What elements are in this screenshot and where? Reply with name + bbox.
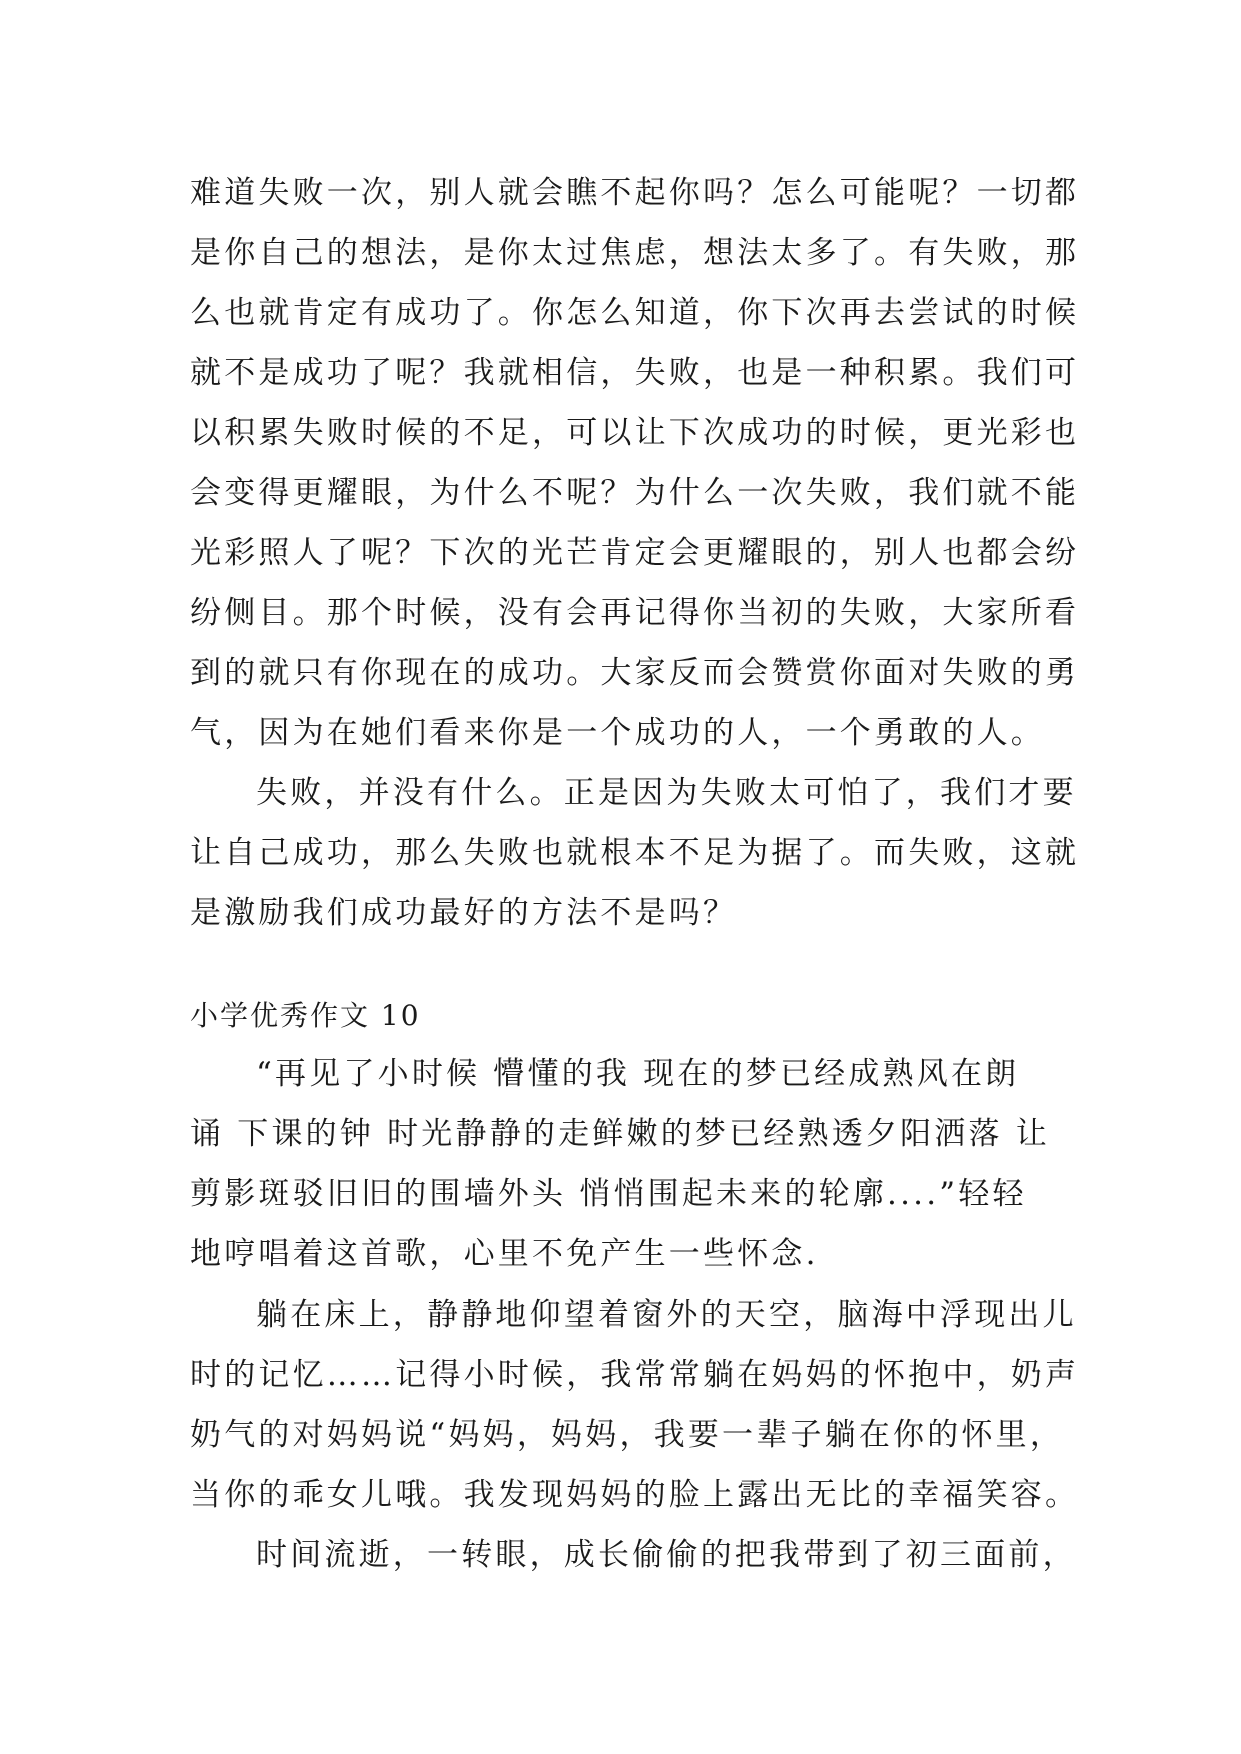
paragraph-line: 是你自己的想法，是你太过焦虑，想法太多了。有失败，那: [190, 235, 1080, 271]
paragraph-line: 光彩照人了呢？下次的光芒肯定会更耀眼的，别人也都会纷: [190, 535, 1080, 571]
paragraph-line: 奶气的对妈妈说“妈妈，妈妈，我要一辈子躺在你的怀里，: [190, 1417, 1065, 1453]
paragraph-line: 么也就肯定有成功了。你怎么知道，你下次再去尝试的时候: [190, 295, 1080, 331]
paragraph-line: 时的记忆……记得小时候，我常常躺在妈妈的怀抱中，奶声: [190, 1357, 1080, 1393]
essay-heading: 小学优秀作文 10: [190, 999, 421, 1032]
paragraph-line: 让自己成功，那么失败也就根本不足为据了。而失败，这就: [190, 835, 1080, 871]
paragraph-line: 气，因为在她们看来你是一个成功的人，一个勇敢的人。: [190, 715, 1045, 751]
paragraph-line: 以积累失败时候的不足，可以让下次成功的时候，更光彩也: [190, 415, 1080, 451]
paragraph-line: 剪影斑驳旧旧的围墙外头 悄悄围起未来的轮廓....”轻轻: [190, 1176, 1027, 1212]
paragraph-line: 诵 下课的钟 时光静静的走鲜嫩的梦已经熟透夕阳洒落 让: [190, 1116, 1050, 1152]
paragraph-line: 当你的乖女儿哦。我发现妈妈的脸上露出无比的幸福笑容。: [190, 1477, 1080, 1513]
paragraph-line: 时间流逝，一转眼，成长偷偷的把我带到了初三面前，: [256, 1537, 1077, 1573]
paragraph-line: 是激励我们成功最好的方法不是吗？: [190, 895, 738, 931]
paragraph-line: 纷侧目。那个时候，没有会再记得你当初的失败，大家所看: [190, 595, 1080, 631]
paragraph-line: “再见了小时候 懵懂的我 现在的梦已经成熟风在朗: [256, 1056, 1020, 1092]
paragraph-line: 会变得更耀眼，为什么不呢？为什么一次失败，我们就不能: [190, 475, 1080, 511]
paragraph-line: 到的就只有你现在的成功。大家反而会赞赏你面对失败的勇: [190, 655, 1080, 691]
paragraph-line: 失败，并没有什么。正是因为失败太可怕了，我们才要: [256, 775, 1077, 811]
paragraph-line: 就不是成功了呢？我就相信，失败，也是一种积累。我们可: [190, 355, 1080, 391]
paragraph-line: 躺在床上，静静地仰望着窗外的天空，脑海中浮现出儿: [256, 1297, 1077, 1333]
paragraph-line: 难道失败一次，别人就会瞧不起你吗？怎么可能呢？一切都: [190, 175, 1080, 211]
paragraph-line: 地哼唱着这首歌，心里不免产生一些怀念.: [190, 1236, 819, 1272]
